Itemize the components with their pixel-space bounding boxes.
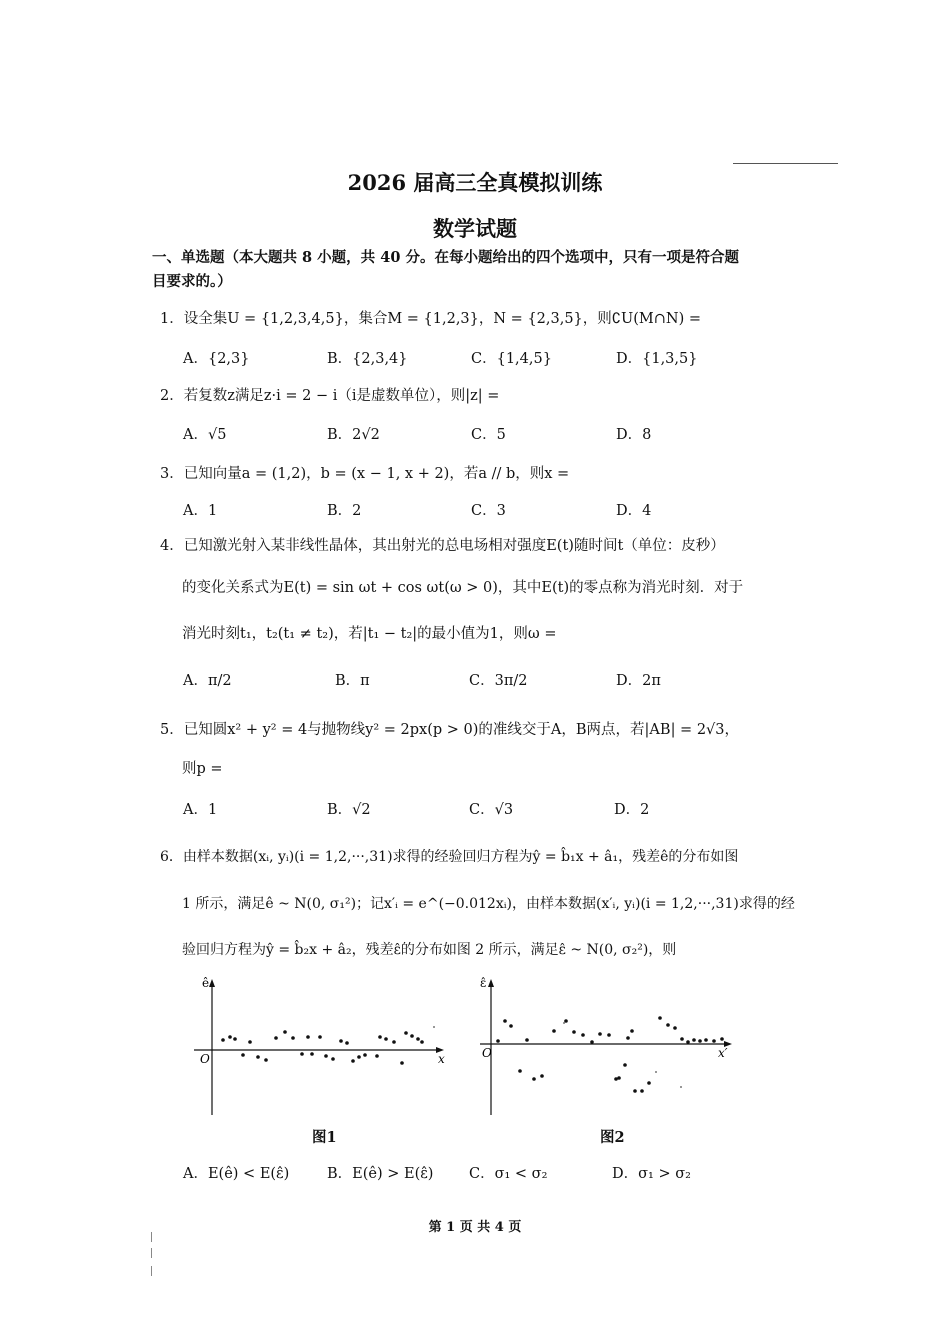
- section-heading-line2: 目要求的。）: [152, 273, 232, 290]
- exam-title: 2026 届高三全真模拟训练: [347, 170, 603, 195]
- question-5-stem-line1: 5．已知圆x² + y² = 4与抛物线y² = 2px(p > 0)的准线交于A，B两点，若|AB| = 2√3，: [160, 722, 740, 738]
- fig2-x-label: x′: [718, 1046, 728, 1060]
- figure-2-residual-plot: [476, 975, 746, 1120]
- binding-mark: [151, 1248, 152, 1258]
- binding-mark: [151, 1266, 152, 1276]
- q4-option-b: B．π: [335, 673, 370, 689]
- q3-option-b: B．2: [327, 503, 362, 519]
- q2-option-b: B．2√2: [327, 427, 380, 443]
- question-6-stem-line2: 1 所示，满足ê ~ N(0, σ₁²)；记x′ᵢ = e^(−0.012xᵢ)，由样本数据(x′ᵢ, yᵢ)(i = 1,2,···,31)求得的经: [182, 896, 795, 912]
- fig1-y-label: ê: [202, 976, 210, 990]
- question-6-stem-line3: 验回归方程为ŷ = b̂₂x + â₂，残差ε̂的分布如图 2 所示，满足ε̂ ~ N(0, σ₂²)，则: [182, 942, 677, 958]
- figure-1-residual-plot: [190, 975, 455, 1120]
- fig1-points: [221, 1030, 424, 1065]
- q3-option-a: A．1: [183, 503, 218, 519]
- q6-option-c: C．σ₁ < σ₂: [469, 1166, 548, 1182]
- exam-subtitle: 数学试题: [433, 216, 517, 241]
- q1-option-b: B．{2,3,4}: [327, 351, 408, 367]
- q6-option-b: B．E(ê) > E(ε̂): [327, 1166, 434, 1182]
- q2-option-a: A．√5: [183, 427, 227, 443]
- fig2-origin: O: [482, 1046, 492, 1060]
- q5-option-a: A．1: [183, 802, 218, 818]
- q5-option-d: D．2: [614, 802, 650, 818]
- q2-option-d: D．8: [616, 427, 652, 443]
- fig2-points: [496, 1016, 724, 1093]
- question-2-stem: 2．若复数z满足z·i = 2 − i（i是虚数单位），则|z| =: [160, 388, 500, 404]
- q4-option-d: D．2π: [616, 673, 661, 689]
- q3-option-d: D．4: [616, 503, 652, 519]
- q5-option-b: B．√2: [327, 802, 371, 818]
- header-rule: [733, 163, 838, 164]
- q1-option-d: D．{1,3,5}: [616, 351, 698, 367]
- q2-option-c: C．5: [471, 427, 506, 443]
- fig1-origin: O: [200, 1052, 210, 1066]
- q6-option-d: D．σ₁ > σ₂: [612, 1166, 691, 1182]
- page-footer: 第 1 页 共 4 页: [428, 1220, 522, 1235]
- q4-option-c: C．3π/2: [469, 673, 528, 689]
- question-4-stem-line1: 4．已知激光射入某非线性晶体，其出射光的总电场相对强度E(t)随时间t（单位：皮秒）: [160, 538, 725, 554]
- question-6-stem-line1: 6．由样本数据(xᵢ, yᵢ)(i = 1,2,···,31)求得的经验回归方程为ŷ = b̂₁x + â₁，残差ê的分布如图: [160, 849, 739, 865]
- q6-option-a: A．E(ê) < E(ε̂): [183, 1166, 290, 1182]
- fig2-y-label: ε̂: [480, 976, 487, 990]
- section-heading-line1: 一、单选题（本大题共 8 小题，共 40 分。在每小题给出的四个选项中，只有一项是符合题: [152, 249, 739, 266]
- q1-option-a: A．{2,3}: [183, 351, 250, 367]
- question-1-stem: 1．设全集U = {1,2,3,4,5}，集合M = {1,2,3}，N = {2,3,5}，则∁U(M∩N) =: [160, 311, 701, 327]
- fig2-y-arrow: [488, 979, 494, 987]
- q3-option-c: C．3: [471, 503, 506, 519]
- binding-mark: [151, 1232, 152, 1242]
- question-3-stem: 3．已知向量a = (1,2)，b = (x − 1, x + 2)，若a // b，则x =: [160, 466, 570, 482]
- question-5-stem-line2: 则p =: [182, 761, 223, 777]
- question-4-stem-line3: 消光时刻t₁，t₂(t₁ ≠ t₂)，若|t₁ − t₂|的最小值为1，则ω =: [182, 626, 557, 642]
- figure-2-caption: 图2: [600, 1129, 625, 1146]
- fig1-x-label: x: [438, 1052, 445, 1066]
- fig1-y-arrow: [209, 979, 215, 987]
- q4-option-a: A．π/2: [183, 673, 232, 689]
- figure-1-caption: 图1: [312, 1129, 337, 1146]
- q5-option-c: C．√3: [469, 802, 514, 818]
- q1-option-c: C．{1,4,5}: [471, 351, 552, 367]
- question-4-stem-line2: 的变化关系式为E(t) = sin ωt + cos ωt(ω > 0)，其中E(t)的零点称为消光时刻．对于: [182, 580, 744, 596]
